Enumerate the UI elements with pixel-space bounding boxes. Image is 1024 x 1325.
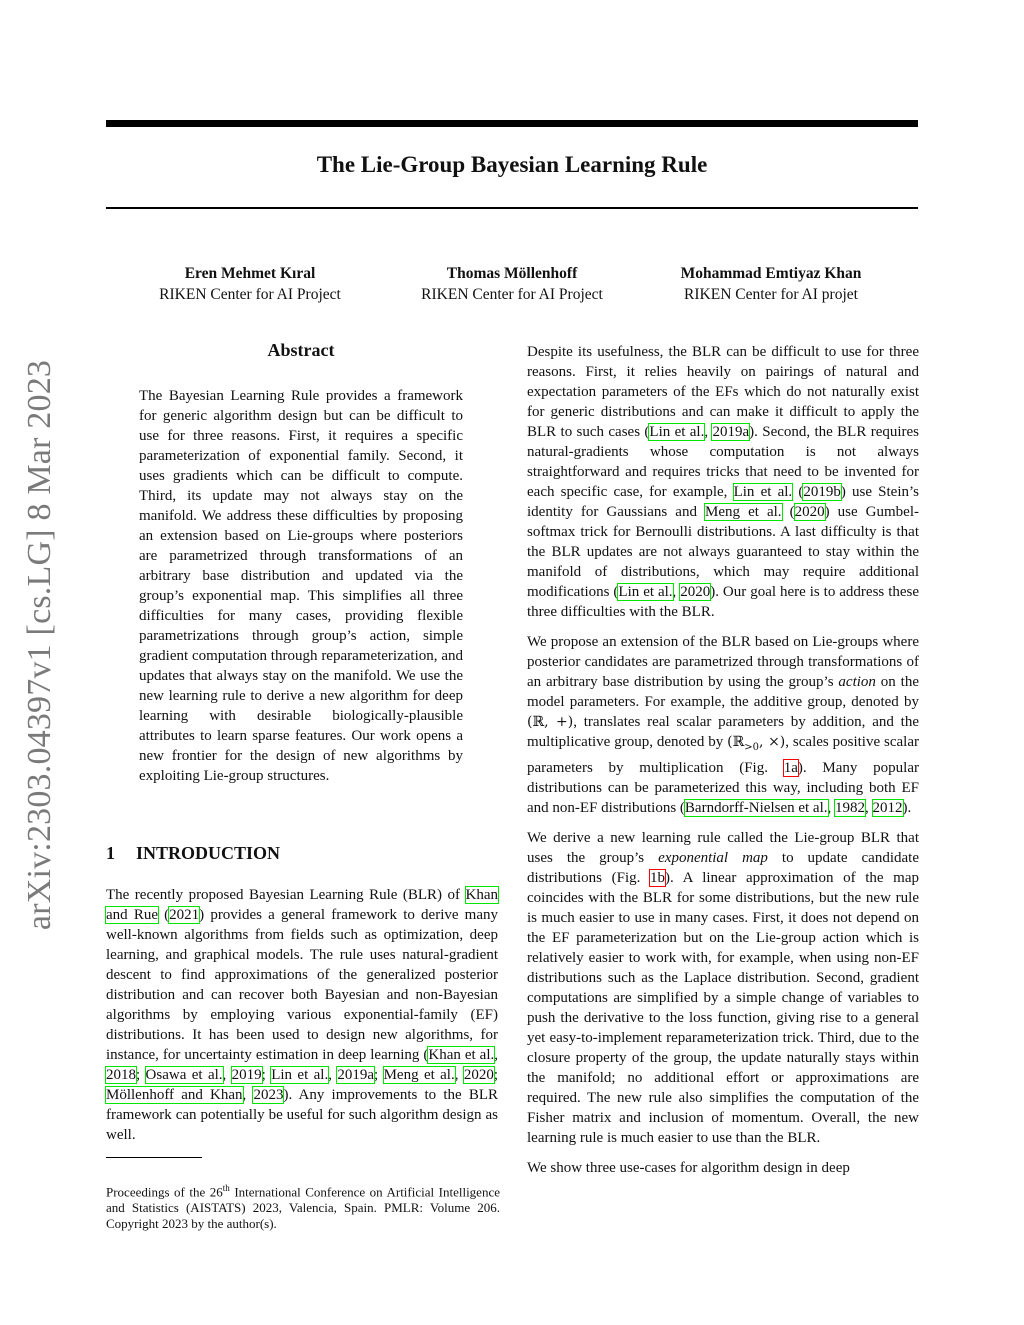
citation-link[interactable]: 2019a [337, 1067, 375, 1083]
citation-link[interactable]: Osawa et al. [145, 1067, 223, 1083]
citation-link[interactable]: 1982 [835, 799, 866, 816]
citation-link[interactable]: 2019b [803, 484, 841, 500]
arxiv-identifier: arXiv:2303.04397v1 [cs.LG] 8 Mar 2023 [21, 359, 58, 931]
paragraph: We derive a new learning rule called the Lie-group BLR that uses the group’s exponential map to update candidate distributions (Fig. 1b). A linear approximation of the map coincides with the BLR for some distributions, but the new rule is much easier to use in many cases. First, it does not depend on the EF parameterization but on the Lie-group action which is relatively easier to work with, for example, when using non-EF distributions such as the Laplace distribution. Second, gradient computations are simplified by a simple change of variables to push the derivative to the loss function, giving rise to a general yet easy-to-implement reparameterization trick. Third, due to the closure property of the group, the update naturally stays within the manifold; no additional effort or approximations are required. The new rule also simplifies the computation of the Fisher matrix and inclusion of momentum. Overall, the new learning rule is much easier to use than the BLR. [527, 829, 919, 1146]
citation-link[interactable]: Khan et al. [428, 1047, 495, 1063]
citation-link[interactable]: 2018 [106, 1067, 136, 1083]
citation-link[interactable]: Meng et al. [383, 1067, 455, 1083]
math-expression: (ℝ, +) [527, 714, 574, 730]
citation-link[interactable]: 2012 [872, 799, 903, 816]
citation-link[interactable]: Barndorff-Nielsen et al. [684, 799, 828, 816]
author-2 [382, 263, 642, 305]
citation-link[interactable]: Khan and Rue [106, 887, 498, 923]
author-name: Mohammad Emtiyaz Khan [680, 265, 862, 282]
citation-link[interactable]: 2020 [463, 1067, 494, 1083]
section-title: INTRODUCTION [136, 843, 281, 863]
author-affiliation: RIKEN Center for AI projet [684, 286, 858, 303]
figure-ref-link[interactable]: 1a [783, 759, 798, 776]
citation-link[interactable]: Möllenhoff and Khan [106, 1087, 243, 1103]
footnote-rule [106, 1157, 202, 1158]
citation-link[interactable]: 2020 [794, 504, 825, 520]
title-rule-bottom [106, 207, 918, 209]
section-number: 1 [106, 843, 115, 863]
citation-link[interactable]: Lin et al. [618, 584, 673, 600]
author-affiliation: RIKEN Center for AI Project [421, 286, 603, 303]
paragraph: We propose an extension of the BLR based on Lie-groups where posterior candidates are parametrized through transformations of an arbitrary base distribution by using the group’s action on the model parameters. For example, the additive group, denoted by (ℝ, +), translates real scalar parameters by addition, and the multiplicative group, denoted by (ℝ$_{>0}$, ×), scales positive scalar parameters by multiplication (Fig. 1a). Many popular distributions can be parameterized this way, including both EF and non-EF distributions (Barndorff-Nielsen et al., 1982, 2012). [527, 634, 920, 816]
citation-link[interactable]: Lin et al. [733, 484, 793, 500]
citation-link[interactable]: 2021 [169, 907, 200, 923]
math-expression: (ℝ$_{>0}$, ×) [727, 734, 786, 753]
intro-paragraph: The recently proposed Bayesian Learning Rule (BLR) of Khan and Rue (2021) provides a general framework to derive many well-known algorithms from fields such as optimization, deep learning, and graphical models. The rule uses natural-gradient descent to find approximations of the generalized posterior distribution and can recover both Bayesian and non-Bayesian algorithms by employing various exponential-family (EF) distributions. It has been used to design new algorithms, for instance, for uncertainty estimation in deep learning (Khan et al., 2018; Osawa et al., 2019; Lin et al., 2019a; Meng et al., 2020; Möllenhoff and Khan, 2023). Any improvements to the BLR framework can potentially be useful for such algorithm design as well. [106, 887, 499, 1143]
paragraph: We show three use-cases for algorithm design in deep [527, 1159, 850, 1176]
title-rule-top [106, 120, 918, 127]
citation-link[interactable]: Meng et al. [705, 504, 782, 520]
right-column [527, 342, 919, 1188]
citation-link[interactable]: 2020 [680, 584, 711, 600]
footnote: Proceedings of the 26th International Conference on Artificial Intelligence and Statistics (AISTATS) 2023, Valencia, Spain. PMLR: Volume 206. Copyright 2023 by the author(s). [106, 1183, 500, 1232]
citation-link[interactable]: 2023 [253, 1087, 284, 1103]
paragraph: Despite its usefulness, the BLR can be difficult to use for three reasons. First, it relies heavily on pairings of natural and expectation parameters of the EFs which do not naturally exist for generic distributions and can make it difficult to apply the BLR to such cases (Lin et al., 2019a). Second, the BLR requires natural-gradients whose computation is not always straightforward and requires tricks that need to be invented for each specific case, for example, Lin et al. (2019b) use Stein’s identity for Gaussians and Meng et al. (2020) use Gumbel-softmax trick for Bernoulli distributions. A last difficulty is that the BLR updates are not always guaranteed to stay within the manifold of distributions, which may require additional modifications (Lin et al., 2020). Our goal here is to address these three difficulties with the BLR. [527, 344, 920, 620]
figure-ref-link[interactable]: 1b [650, 869, 666, 886]
abstract-heading: Abstract [267, 340, 335, 360]
section-heading [106, 843, 280, 864]
abstract-text: The Bayesian Learning Rule provides a framework for generic algorithm design but can be difficult to use for three reasons. First, it requires a specific parameterization of exponential family. Second, it uses gradients which can be difficult to compute. Third, its update may not always stay on the manifold. We address these difficulties by proposing an extension based on Lie-groups where posteriors are parametrized through transformations of an arbitrary base distribution and updated via the group’s exponential map. This simplifies all three difficulties for many cases, providing flexible parametrizations through group’s action, simple gradient computation through reparameterization, and updates that always stay on the manifold. We use the new learning rule to derive a new algorithm for deep learning with desirable biologically-plausible attributes to learn sparse features. Our work opens a new frontier for the design of new algorithms by exploiting Lie-group structures. [139, 388, 463, 784]
author-1 [120, 263, 380, 305]
citation-link[interactable]: 2019a [712, 424, 750, 440]
citation-link[interactable]: 2019 [231, 1067, 262, 1083]
paper-title: The Lie-Group Bayesian Learning Rule [316, 152, 708, 177]
author-name: Eren Mehmet Kıral [184, 265, 316, 282]
author-3 [641, 263, 901, 305]
author-affiliation: RIKEN Center for AI Project [159, 286, 341, 303]
citation-link[interactable]: Lin et al. [649, 424, 705, 440]
author-name: Thomas Möllenhoff [446, 265, 578, 282]
citation-link[interactable]: Lin et al. [271, 1067, 329, 1083]
